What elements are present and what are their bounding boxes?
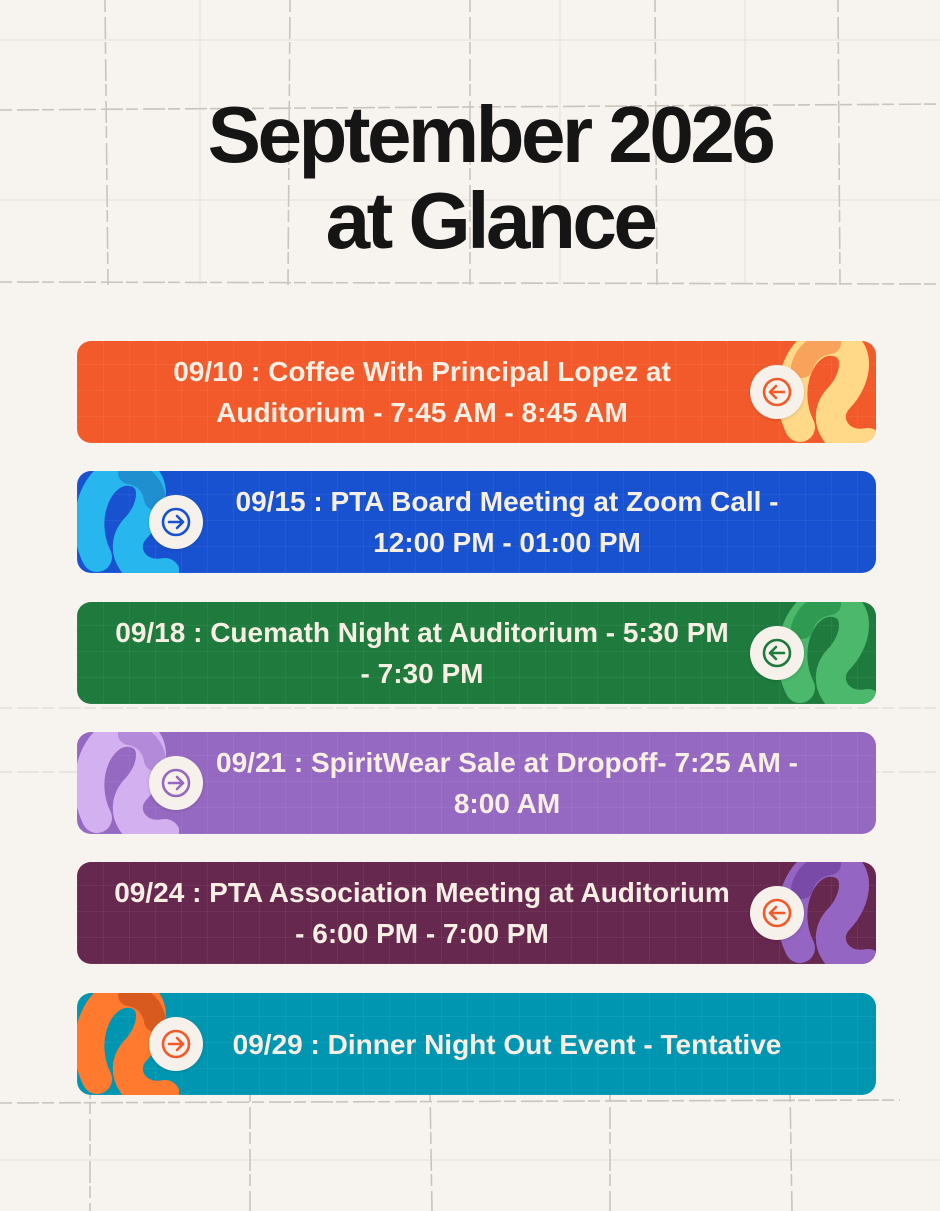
arrow-left-icon xyxy=(759,635,795,671)
event-description: 09/10 : Coffee With Principal Lopez at Auditorium - 7:45 AM - 8:45 AM xyxy=(173,356,671,428)
arrow-right-button[interactable] xyxy=(149,756,203,810)
arrow-left-button[interactable] xyxy=(750,886,804,940)
event-card[interactable] xyxy=(77,862,876,964)
event-card[interactable] xyxy=(77,993,876,1095)
event-description: 09/29 : Dinner Night Out Event - Tentative xyxy=(232,1028,782,1060)
title-line-2: at Glance xyxy=(325,176,655,265)
arrow-right-button[interactable] xyxy=(149,495,203,549)
event-description: 09/24 : PTA Association Meeting at Auditorium - 6:00 PM - 7:00 PM xyxy=(114,877,730,949)
arrow-left-icon xyxy=(759,895,795,931)
title-line-1: September 2026 xyxy=(207,90,773,179)
event-card[interactable] xyxy=(77,732,876,834)
arrow-right-icon xyxy=(158,765,194,801)
arrow-left-icon xyxy=(759,374,795,410)
event-card[interactable] xyxy=(77,602,876,704)
arrow-right-icon xyxy=(158,1026,194,1062)
arrow-left-button[interactable] xyxy=(750,626,804,680)
arrow-right-button[interactable] xyxy=(149,1017,203,1071)
event-description: 09/18 : Cuemath Night at Auditorium - 5:30 PM - 7:30 PM xyxy=(115,617,729,689)
arrow-right-icon xyxy=(158,504,194,540)
event-card[interactable] xyxy=(77,471,876,573)
arrow-left-button[interactable] xyxy=(750,365,804,419)
event-card[interactable] xyxy=(77,341,876,443)
event-description: 09/15 : PTA Board Meeting at Zoom Call - 12:00 PM - 01:00 PM xyxy=(235,486,779,558)
event-description: 09/21 : SpiritWear Sale at Dropoff- 7:25 AM - 8:00 AM xyxy=(216,747,798,819)
